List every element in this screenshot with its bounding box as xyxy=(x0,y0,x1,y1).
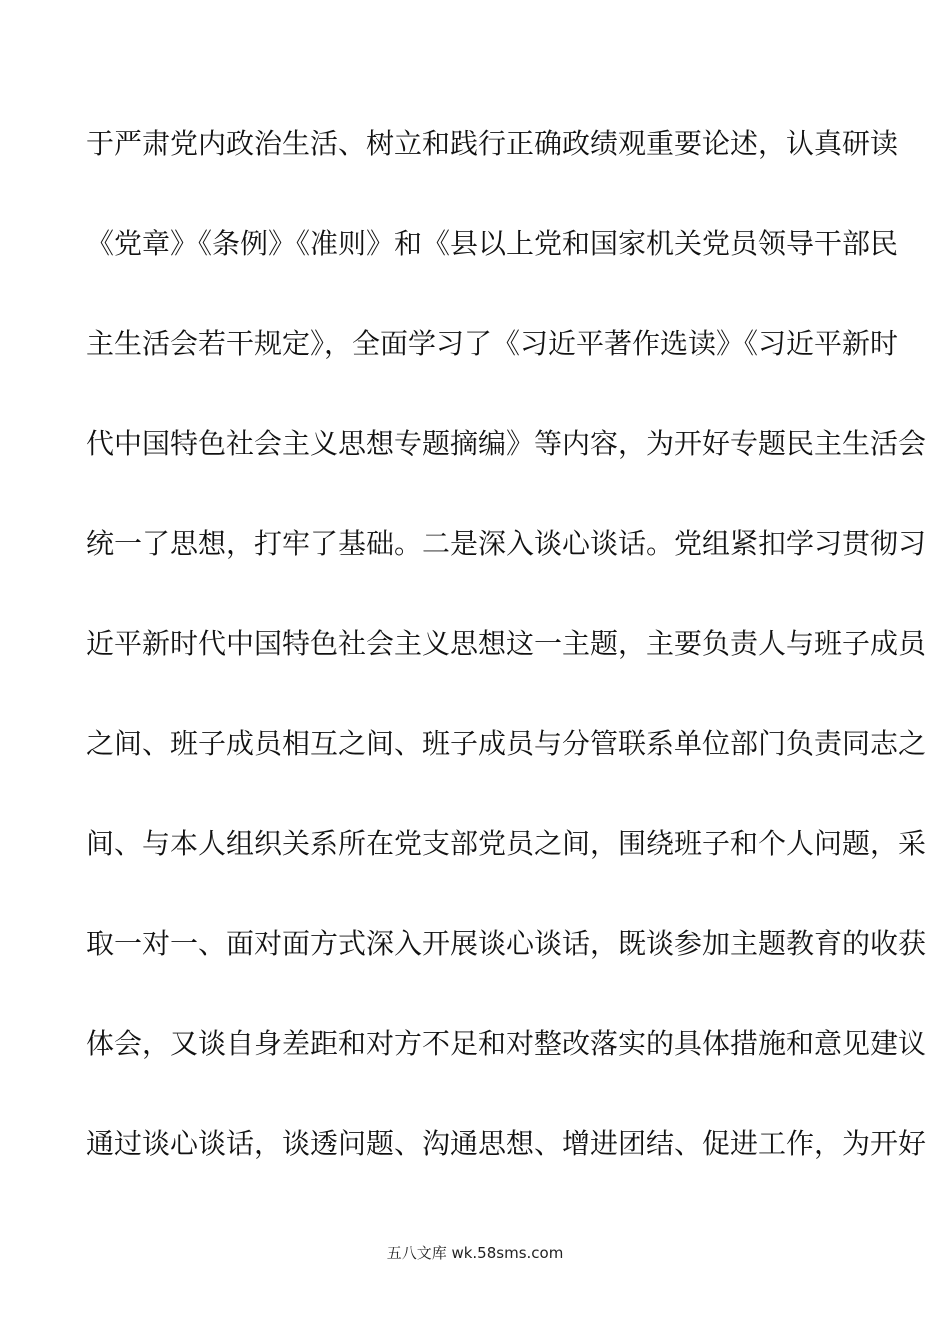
text-line-10: 体会，又谈自身差距和对方不足和对整改落实的具体措施和意见建议 xyxy=(86,1027,927,1060)
text-line-8: 间、与本人组织关系所在党支部党员之间，围绕班子和个人问题，采 xyxy=(86,827,927,860)
body-text xyxy=(86,119,927,1219)
text-line-2: 《党章》《条例》《准则》和《县以上党和国家机关党员领导干部民 xyxy=(86,227,899,260)
text-line-9: 取一对一、面对面方式深入开展谈心谈话，既谈参加主题教育的收获 xyxy=(86,927,927,960)
text-line-11: 通过谈心谈话，谈透问题、沟通思想、增进团结、促进工作，为开好 xyxy=(86,1127,927,1160)
text-line-6: 近平新时代中国特色社会主义思想这一主题，主要负责人与班子成员 xyxy=(86,627,927,660)
footer-watermark: 五八文库 wk.58sms.com xyxy=(386,1244,564,1262)
text-line-1: 于严肃党内政治生活、树立和践行正确政绩观重要论述，认真研读 xyxy=(86,127,899,160)
text-line-5: 统一了思想，打牢了基础。二是深入谈心谈话。党组紧扣学习贯彻习 xyxy=(86,527,927,560)
text-line-4: 代中国特色社会主义思想专题摘编》等内容，为开好专题民主生活会 xyxy=(86,427,927,460)
text-line-7: 之间、班子成员相互之间、班子成员与分管联系单位部门负责同志之 xyxy=(86,727,927,760)
text-line-3: 主生活会若干规定》，全面学习了《习近平著作选读》《习近平新时 xyxy=(86,327,899,360)
